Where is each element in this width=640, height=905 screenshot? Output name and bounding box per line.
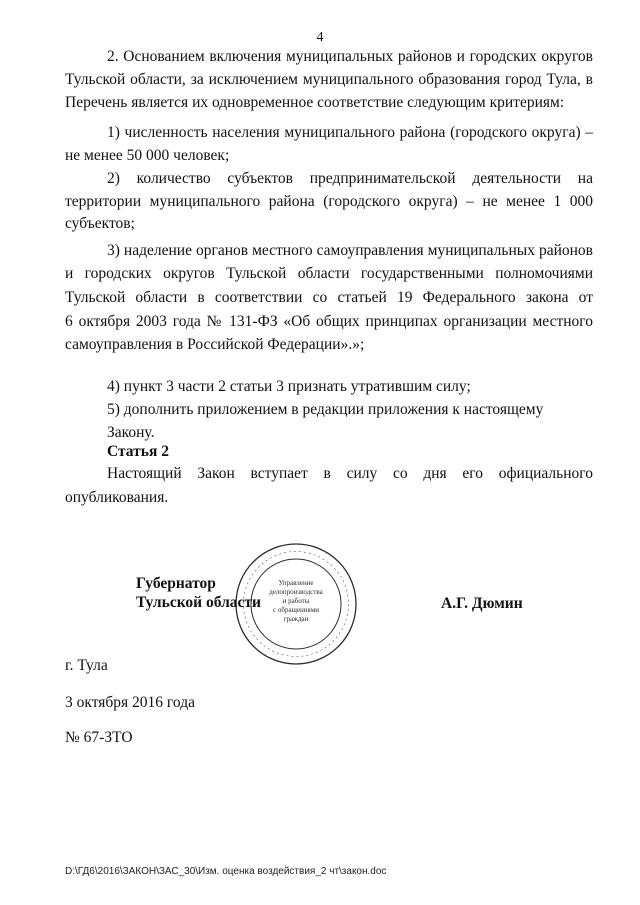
- signature-title-line1: Губернатор: [136, 575, 216, 592]
- page-number: 4: [316, 30, 324, 45]
- criterion3-line1: 3) наделение органов местного самоуправления муниципальных районов: [107, 242, 593, 259]
- criterion3-line5: самоуправления в Российской Федерации».»;: [65, 336, 365, 353]
- criterion1-line1: 1) численность населения муниципального района (городского округа) –: [107, 124, 593, 141]
- stamp-inner-line2: делопроизводства: [269, 588, 323, 596]
- criterion3-line4: 6 октября 2003 года № 131-ФЗ «Об общих принципах организации местного: [65, 313, 593, 330]
- amendment-item4: 4) пункт 3 части 2 статьи 3 признать утратившим силу;: [107, 378, 471, 395]
- criterion1-line2: не менее 50 000 человек;: [65, 147, 230, 164]
- criterion3-line2: и городских округов Тульской области государственными полномочиями: [65, 265, 593, 282]
- signature-name: А.Г. Дюмин: [441, 595, 523, 612]
- file-path: D:\ГД6\2016\ЗАКОН\ЗАС_30\Изм. оценка воздействия_2 чт\закон.doc: [65, 866, 387, 877]
- stamp-inner-line3: и работы: [282, 597, 310, 605]
- stamp-inner-line5: граждан: [283, 615, 309, 623]
- law-number: № 67-ЗТО: [65, 729, 133, 746]
- clause2-line2: Тульской области, за исключением муниципального образования город Тула, в: [65, 71, 593, 88]
- clause2-line3: Перечень является их одновременное соответствие следующим критериям:: [65, 94, 565, 111]
- article2-heading: Статья 2: [107, 443, 169, 460]
- criterion2-line3: субъектов;: [65, 215, 135, 232]
- criterion2-line2: территории муниципального района (городского округа) – не менее 1 000: [65, 193, 593, 210]
- article2-line2: опубликования.: [65, 489, 169, 506]
- article2-line1: Настоящий Закон вступает в силу со дня его официального: [107, 465, 593, 482]
- stamp-inner-line4: с обращениями: [273, 606, 319, 614]
- criterion3-line3: Тульской области в соответствии со статьей 19 Федерального закона от: [65, 289, 593, 306]
- amendment-item5: 5) дополнить приложением в редакции приложения к настоящему Закону.: [107, 401, 544, 441]
- clause2-line1: 2. Основанием включения муниципальных районов и городских округов: [107, 48, 593, 65]
- signature-title-line2: Тульской области: [136, 594, 261, 611]
- place: г. Тула: [65, 657, 108, 674]
- date: 3 октября 2016 года: [65, 694, 195, 711]
- stamp-inner-line1: Управление: [278, 579, 314, 587]
- criterion2-line1: 2) количество субъектов предпринимательской деятельности на: [107, 170, 593, 187]
